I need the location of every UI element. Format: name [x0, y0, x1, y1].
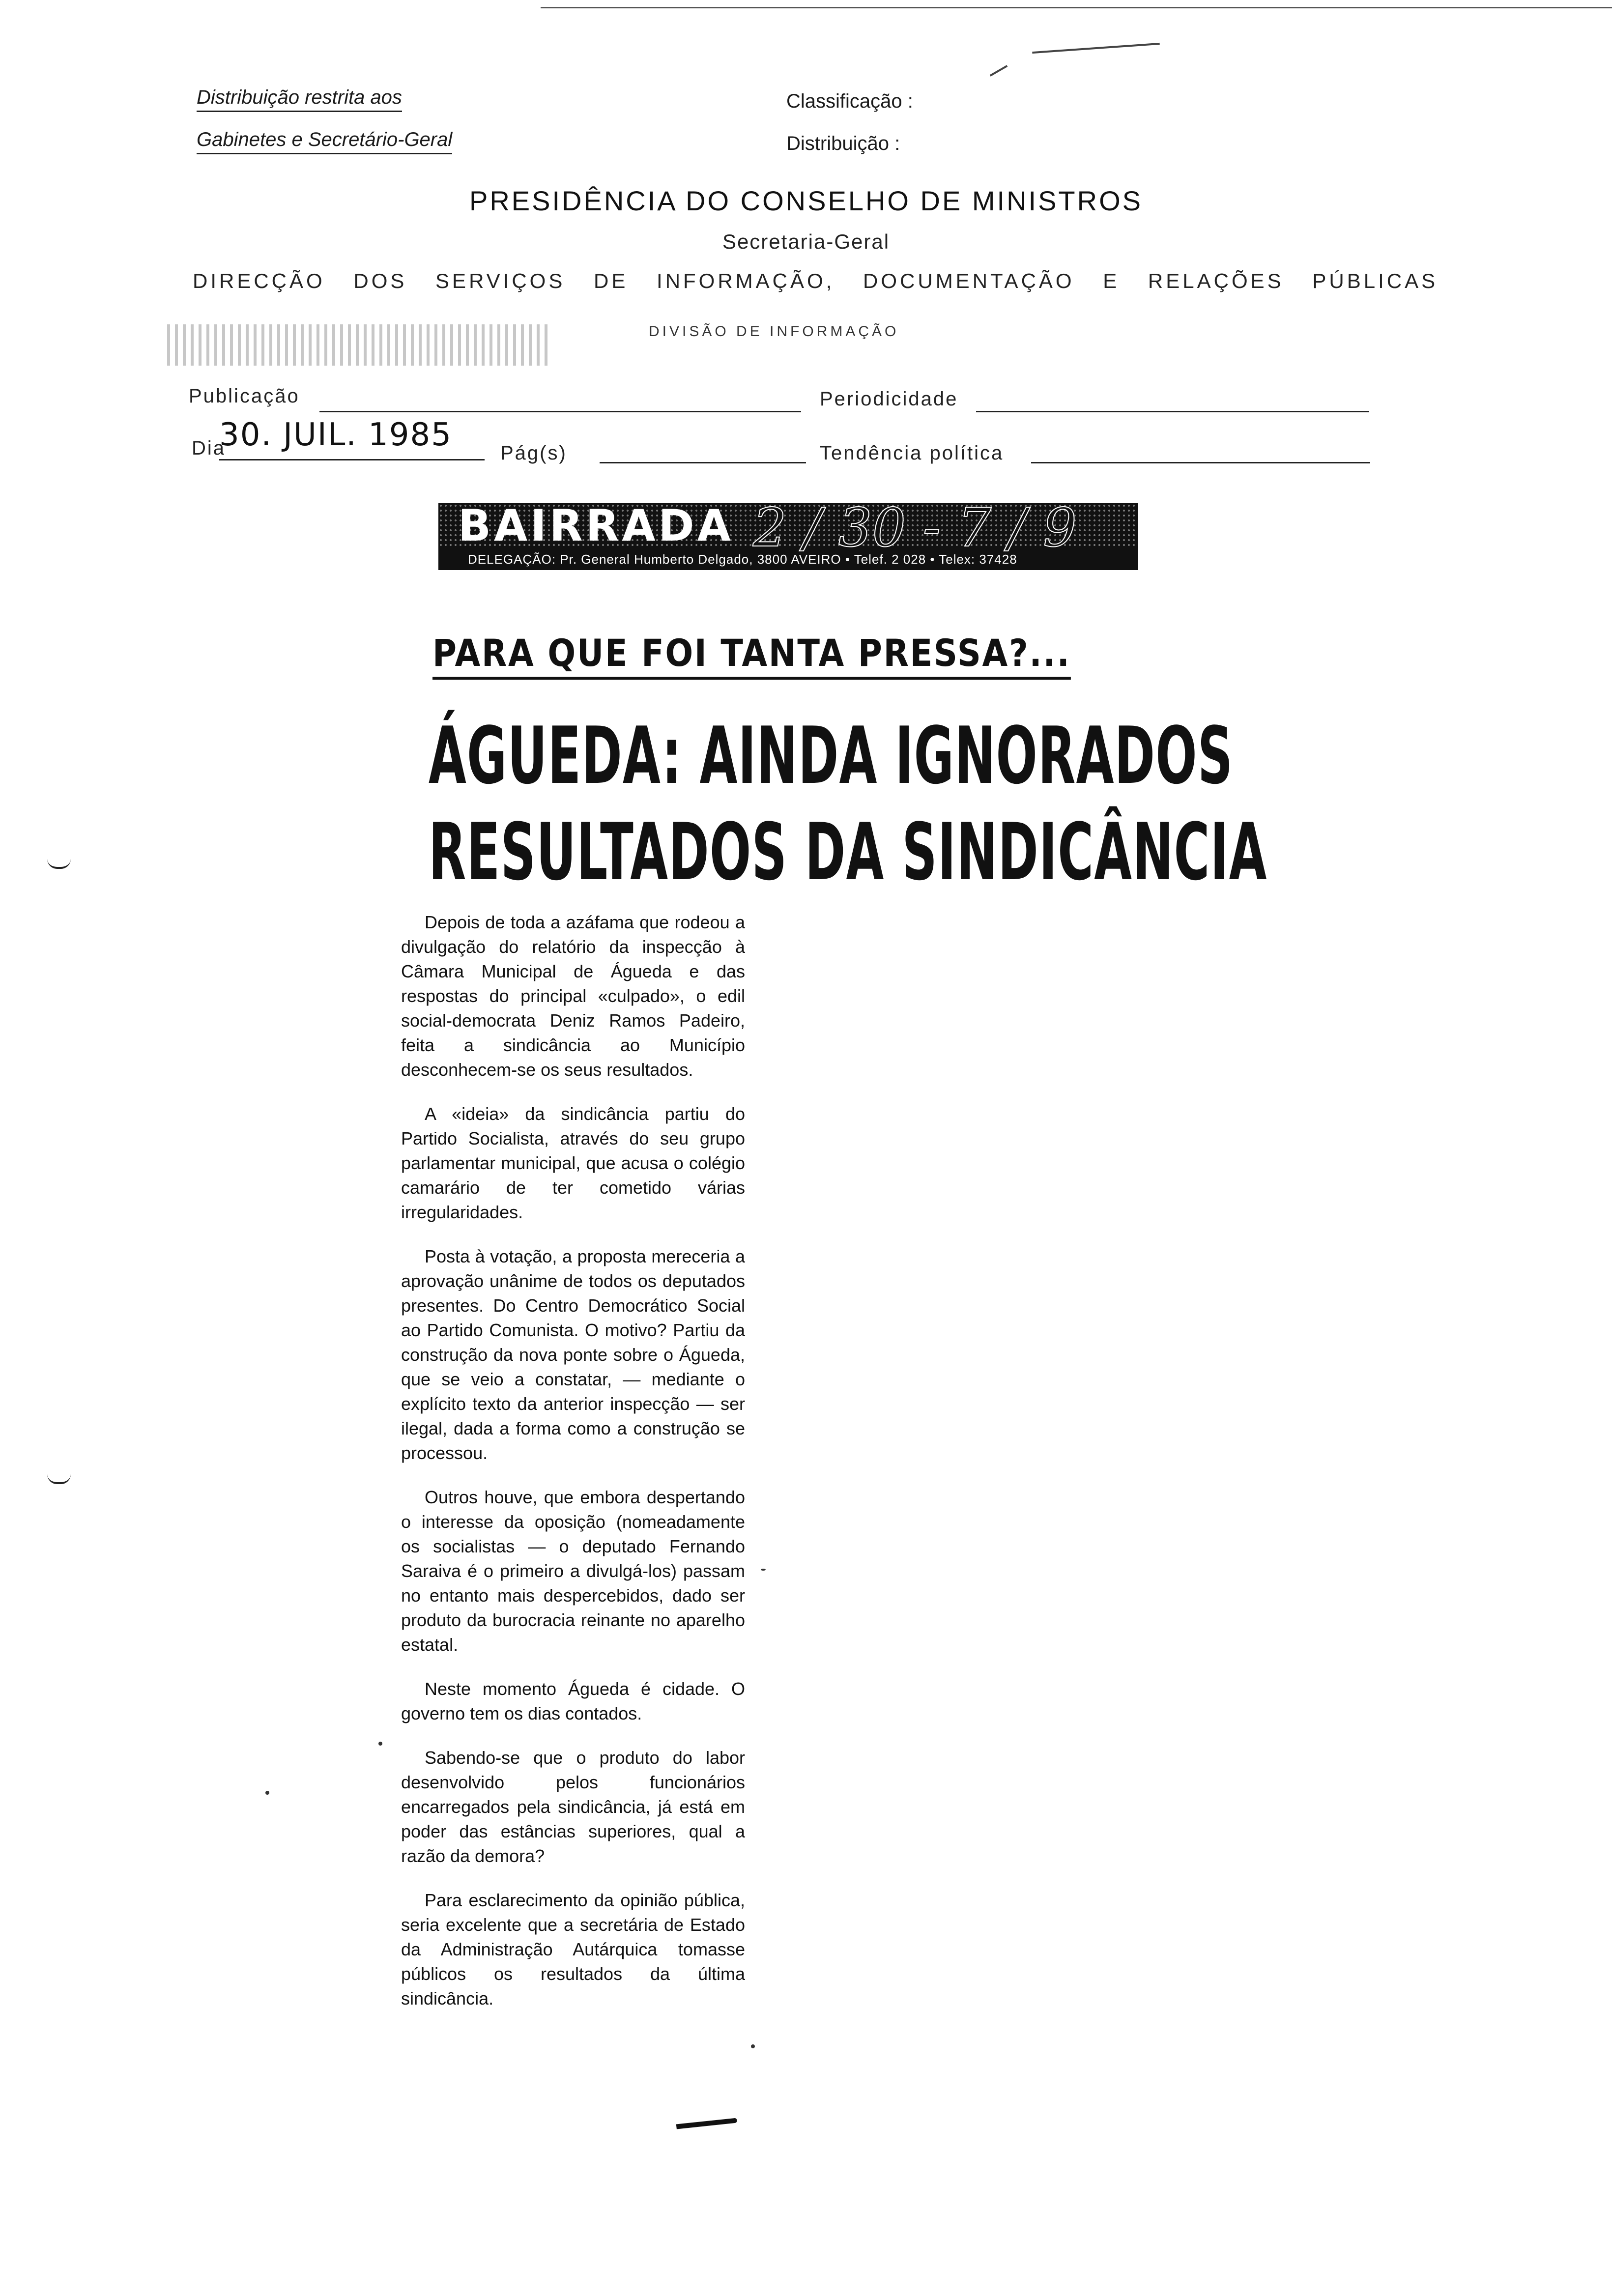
- scan-speck: [378, 1742, 382, 1746]
- pags-label: Pág(s): [500, 442, 567, 464]
- divisao-heading: DIVISÃO DE INFORMAÇÃO: [649, 323, 899, 340]
- article-end-mark: [676, 2118, 737, 2129]
- dia-label: Dia: [192, 437, 226, 459]
- page-subtitle: Secretaria-Geral: [722, 230, 890, 253]
- dia-field-line: [219, 459, 485, 460]
- article-paragraph: A «ideia» da sindicância partiu do Partido Socialista, através do seu grupo parlamentar municipal, que acusa o colégio camarário de ter cometido várias irregularidades.: [401, 1104, 745, 1222]
- article-paragraph: Para esclarecimento da opinião pública, seria excelente que a secretária de Estado da Administração Autárquica tomasse públicos os resultados da última sindicância.: [401, 1890, 745, 2009]
- binder-hole-mark: [47, 1474, 71, 1484]
- article-headline: [429, 708, 1267, 900]
- headline-line-2: RESULTADOS DA SINDICÂNCIA: [429, 806, 1267, 898]
- article-kicker: PARA QUE FOI TANTA PRESSA?...: [432, 631, 1071, 680]
- tendencia-field-line: [1031, 462, 1370, 463]
- article-paragraph: Sabendo-se que o produto do labor desenvolvido pelos funcionários encarregados pela sindicância, já está em poder das estâncias superiores, qual a razão da demora?: [401, 1748, 745, 1866]
- scan-speck: [751, 2044, 755, 2048]
- direccao-heading: DIRECÇÃO DOS SERVIÇOS DE INFORMAÇÃO, DOCUMENTAÇÃO E RELAÇÕES PÚBLICAS: [193, 269, 1439, 292]
- tendencia-label: Tendência política: [820, 442, 1004, 464]
- scan-speck: [761, 1569, 766, 1571]
- publicacao-label: Publicação: [189, 385, 300, 407]
- article-paragraph: Depois de toda a azáfama que rodeou a divulgação do relatório da inspecção à Câmara Municipal de Águeda e das respostas do principal «culpado», o edil social-democrata Deniz Ramos Padeiro, feita a sindicância ao Município desconhecem-se os seus resultados.: [401, 912, 745, 1080]
- restricted-distribution-line1: Distribuição restrita aos: [197, 86, 402, 112]
- article-paragraph: Outros houve, que embora despertando o interesse da oposição (nomeadamente os socialistas — o deputado Fernando Saraiva é o primeiro a divulgá-los) passam no entanto mais despercebidos, dado ser produto da burocracia reinante no aparelho estatal.: [401, 1487, 745, 1655]
- restricted-distribution-line2: Gabinetes e Secretário-Geral: [197, 129, 452, 154]
- article-paragraph: Neste momento Águeda é cidade. O governo tem os dias contados.: [401, 1679, 745, 1723]
- article-paragraph: Posta à votação, a proposta mereceria a aprovação unânime de todos os deputados presentes. Do Centro Democrático Social ao Partido Comunista. O motivo? Partiu da construção da nova ponte sobre o Águeda, que se veio a constatar, — mediante o explícito texto da anterior inspecção — ser ilegal, dada a forma como a construção se processou.: [401, 1246, 745, 1463]
- publicacao-field-line: [319, 411, 801, 412]
- classificacao-label: Classificação :: [786, 90, 913, 112]
- binder-hole-mark: [47, 859, 71, 869]
- headline-line-1: ÁGUEDA: AINDA IGNORADOS: [429, 710, 1234, 802]
- masthead-address-strip: DELEGAÇÃO: Pr. General Humberto Delgado, 3800 AVEIRO • Telef. 2 028 • Telex: 37428: [468, 552, 1017, 567]
- pen-mark: [1032, 43, 1160, 54]
- periodicidade-field-line: [976, 411, 1369, 412]
- masthead-name: BAIRRADA: [458, 500, 734, 551]
- newspaper-masthead: [438, 497, 1138, 570]
- masthead-handwritten-ref: 2 / 30 - 7 / 9: [753, 497, 1077, 559]
- pen-mark: [990, 65, 1008, 76]
- scan-edge-line: [541, 7, 1612, 8]
- page-title: PRESIDÊNCIA DO CONSELHO DE MINISTROS: [469, 185, 1143, 216]
- dia-value: 30. JUIL. 1985: [219, 417, 452, 453]
- pags-field-line: [600, 462, 806, 463]
- faded-stamp: [167, 324, 550, 366]
- scan-speck: [265, 1791, 269, 1795]
- distribuicao-label: Distribuição :: [786, 133, 900, 154]
- article-body: [401, 910, 745, 2031]
- periodicidade-label: Periodicidade: [820, 388, 958, 410]
